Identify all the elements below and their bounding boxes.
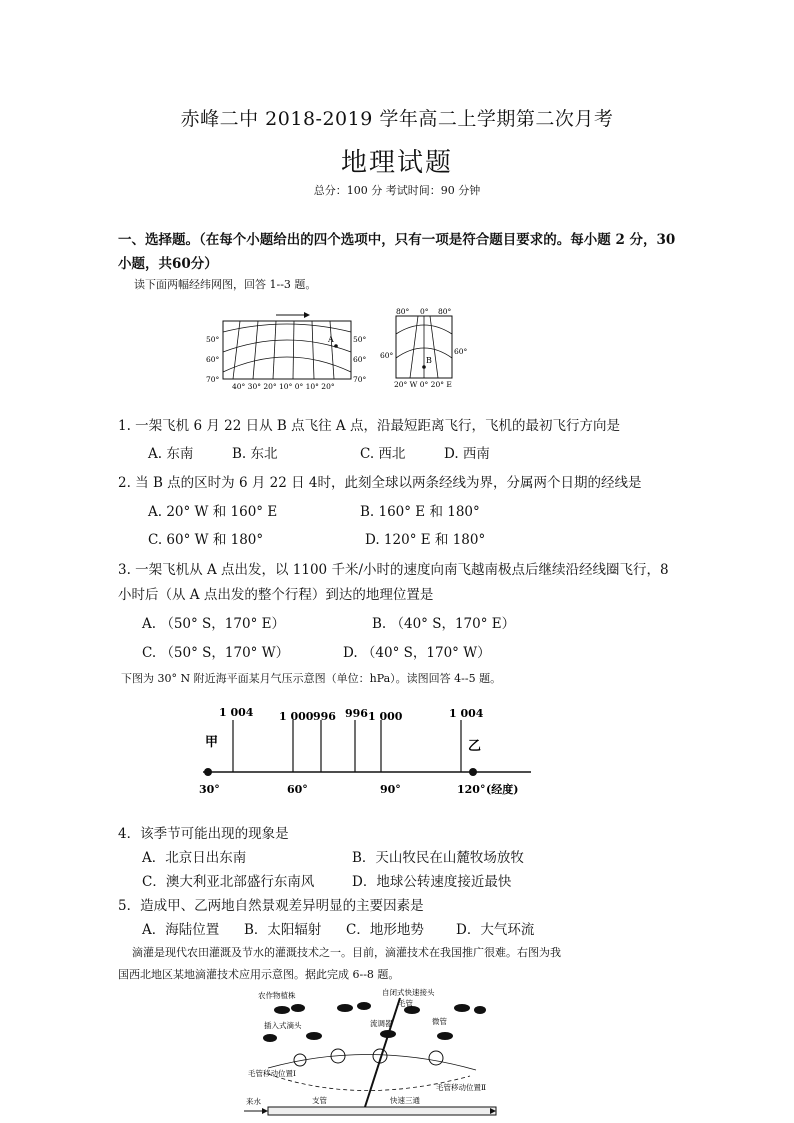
- svg-text:微管: 微管: [432, 1017, 447, 1026]
- document-title: 赤峰二中 2018-2019 学年高二上学期第二次月考: [180, 108, 614, 130]
- svg-text:1 000: 1 000: [279, 710, 314, 723]
- q1-option-d: D. 西南: [444, 446, 490, 462]
- q1-option-b: B. 东北: [232, 446, 278, 462]
- svg-text:80°: 80°: [396, 308, 410, 316]
- q5-option-a: A．海陆位置: [142, 922, 220, 938]
- q4-option-b: B．天山牧民在山麓牧场放牧: [352, 850, 524, 866]
- q5-option-c: C．地形地势: [346, 922, 424, 938]
- svg-text:996: 996: [345, 707, 368, 720]
- place-jia: 甲: [205, 735, 219, 750]
- q1-option-c: C. 西北: [360, 446, 406, 462]
- svg-text:流调器: 流调器: [370, 1019, 393, 1028]
- svg-text:自闭式快速接头: 自闭式快速接头: [382, 988, 435, 997]
- q5-option-b: B．太阳辐射: [244, 922, 322, 938]
- svg-text:60°: 60°: [353, 355, 367, 364]
- drip-irrigation-figure: [240, 986, 500, 1123]
- svg-text:插入式滴头: 插入式滴头: [264, 1021, 302, 1030]
- graticule-map-left: [206, 312, 367, 391]
- svg-text:120°: 120°: [457, 783, 486, 796]
- intro-q1-3: 读下面两幅经纬网图，回答 1--3 题。: [134, 278, 317, 291]
- question-3-stem-line2: 小时后（从 A 点出发的整个行程）到达的地理位置是: [118, 587, 434, 603]
- place-yi: 乙: [468, 739, 482, 754]
- svg-text:60°: 60°: [287, 783, 308, 796]
- svg-text:1 000: 1 000: [368, 710, 403, 723]
- q5-option-d: D．大气环流: [456, 922, 535, 938]
- svg-text:50°: 50°: [206, 335, 220, 344]
- svg-text:毛管移动位置Ⅰ: 毛管移动位置Ⅰ: [248, 1069, 296, 1078]
- graticule-figure: [200, 308, 470, 394]
- svg-text:毛管移动位置Ⅱ: 毛管移动位置Ⅱ: [436, 1083, 487, 1092]
- q2-option-d: D. 120° E 和 180°: [365, 532, 486, 548]
- subject-title: 地理试题: [340, 148, 453, 178]
- q3-option-b: B. （40° S，170° E）: [372, 616, 516, 632]
- pressure-figure: [195, 700, 535, 800]
- svg-text:支管: 支管: [312, 1096, 327, 1105]
- svg-text:90°: 90°: [380, 783, 401, 796]
- q4-option-a: A．北京日出东南: [142, 850, 247, 866]
- svg-text:60°: 60°: [206, 355, 220, 364]
- point-a-label: A: [328, 335, 334, 344]
- svg-text:50°: 50°: [353, 335, 367, 344]
- svg-text:毛管: 毛管: [398, 999, 413, 1008]
- graticule-map-right: [380, 308, 468, 389]
- svg-text:1 004: 1 004: [449, 707, 484, 720]
- section-heading: 一、选择题。（在每个小题给出的四个选项中，只有一项是符合题目要求的。每小题 2 分，30 小题，共60分）: [118, 232, 676, 272]
- svg-text:70°: 70°: [206, 375, 220, 384]
- svg-text:30°: 30°: [199, 783, 220, 796]
- question-2-stem: 2. 当 B 点的区时为 6 月 22 日 4时，此刻全球以两条经线为界，分属两个日期的经线是: [118, 475, 642, 491]
- q4-option-c: C．澳大利亚北部盛行东南风: [142, 874, 315, 890]
- svg-text:80°: 80°: [438, 308, 452, 316]
- intro-q4-5: 下图为 30° N 附近海平面某月气压示意图（单位：hPa）。读图回答 4--5 题。: [121, 672, 502, 685]
- intro-q6-8-line2: 国西北地区某地滴灌技术应用示意图。据此完成 6--8 题。: [118, 968, 400, 981]
- svg-text:快速三通: 快速三通: [390, 1096, 420, 1105]
- drippers: [294, 1049, 443, 1066]
- svg-text:农作物植株: 农作物植株: [258, 991, 296, 1000]
- lateral-pipe: [268, 1054, 476, 1070]
- question-3-stem-line1: 3. 一架飞机从 A 点出发，以 1100 千米/小时的速度向南飞越南极点后继续沿经线圈飞行，8: [118, 562, 669, 578]
- svg-text:1 004: 1 004: [219, 706, 254, 719]
- svg-text:60°: 60°: [380, 351, 394, 360]
- svg-text:20° W 0° 20° E: 20° W 0° 20° E: [394, 380, 452, 389]
- q2-option-b: B. 160° E 和 180°: [360, 504, 480, 520]
- branch-pipe: [268, 1107, 496, 1115]
- exam-meta: 总分：100 分 考试时间：90 分钟: [313, 184, 481, 197]
- q2-option-c: C. 60° W 和 180°: [148, 532, 264, 548]
- question-4-stem: 4．该季节可能出现的现象是: [118, 826, 289, 842]
- svg-text:60°: 60°: [454, 347, 468, 356]
- svg-text:来水: 来水: [246, 1097, 261, 1106]
- svg-text:996: 996: [313, 710, 336, 723]
- q1-option-a: A. 东南: [148, 446, 194, 462]
- svg-text:40° 30° 20° 10° 0° 10° 20°: 40° 30° 20° 10° 0° 10° 20°: [232, 382, 335, 391]
- vertical-pipe: [364, 998, 400, 1110]
- q3-option-c: C. （50° S，170° W）: [142, 645, 290, 661]
- intro-q6-8-line1: 滴灌是现代农田灌溉及节水的灌溉技术之一。目前，滴灌技术在我国推广很难。右图为我: [132, 946, 561, 959]
- svg-text:70°: 70°: [353, 375, 367, 384]
- q4-option-d: D．地球公转速度接近最快: [352, 874, 512, 890]
- svg-text:(经度): (经度): [486, 783, 519, 796]
- question-1-stem: 1. 一架飞机 6 月 22 日从 B 点飞往 A 点，沿最短距离飞行，飞机的最初飞行方向是: [118, 418, 620, 434]
- point-b-label: B: [426, 356, 432, 365]
- q2-option-a: A. 20° W 和 160° E: [148, 504, 278, 520]
- q3-option-d: D. （40° S，170° W）: [343, 645, 491, 661]
- question-5-stem: 5．造成甲、乙两地自然景观差异明显的主要因素是: [118, 898, 424, 914]
- svg-text:0°: 0°: [420, 308, 429, 316]
- q3-option-a: A. （50° S，170° E）: [142, 616, 285, 632]
